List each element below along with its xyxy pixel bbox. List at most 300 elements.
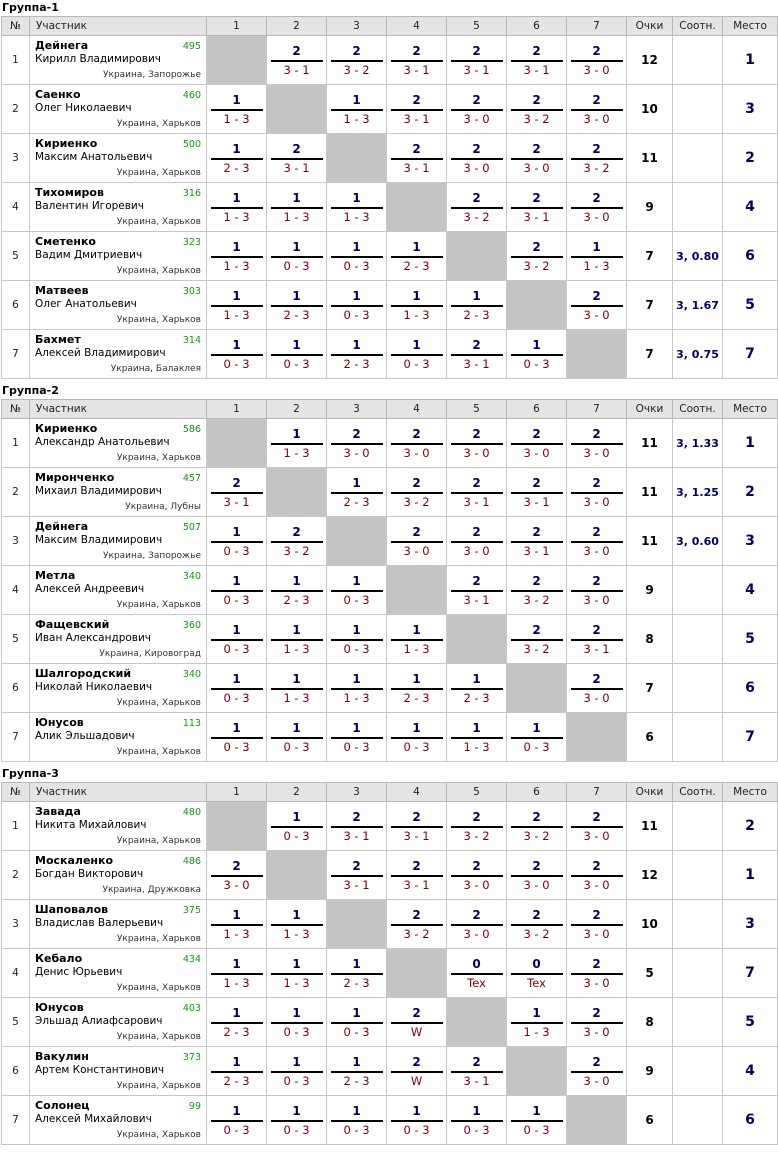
match-cell xyxy=(207,615,267,664)
row-number: 5 xyxy=(2,232,30,281)
match-points: 1 xyxy=(352,1006,361,1020)
match-score: 3 - 1 xyxy=(523,210,550,224)
header-row xyxy=(2,783,778,802)
player-surname[interactable]: Тихомиров xyxy=(35,186,104,199)
match-divider xyxy=(451,973,503,975)
match-cell xyxy=(567,281,627,330)
match-score: 3 - 1 xyxy=(343,829,370,843)
header-opponent-col: 1 xyxy=(207,783,267,802)
match-points: 1 xyxy=(352,721,361,735)
match-points: 2 xyxy=(472,908,481,922)
match-cell xyxy=(507,998,567,1047)
match-divider xyxy=(571,973,623,975)
match-divider xyxy=(511,590,563,592)
match-cell xyxy=(447,664,507,713)
match-score: 2 - 3 xyxy=(463,691,490,705)
self-match-cell xyxy=(507,1047,567,1096)
match-divider xyxy=(451,875,503,877)
group-title: Группа-1 xyxy=(2,1,59,14)
match-cell xyxy=(507,36,567,85)
match-score: 1 - 3 xyxy=(583,259,610,273)
match-cell xyxy=(387,232,447,281)
match-divider xyxy=(451,158,503,160)
match-points: 1 xyxy=(232,1006,241,1020)
match-divider xyxy=(271,737,323,739)
match-cell xyxy=(267,517,327,566)
match-points: 1 xyxy=(472,721,481,735)
match-points: 1 xyxy=(232,191,241,205)
group-table xyxy=(1,16,778,379)
match-cell xyxy=(447,36,507,85)
self-match-cell xyxy=(447,998,507,1047)
player-row xyxy=(2,566,778,615)
match-points: 2 xyxy=(532,93,541,107)
player-surname[interactable]: Солонец xyxy=(35,1099,90,1112)
match-divider xyxy=(391,1120,443,1122)
match-divider xyxy=(571,305,623,307)
player-surname[interactable]: Кириенко xyxy=(35,422,98,435)
match-score: 3 - 1 xyxy=(583,642,610,656)
match-score: 3 - 0 xyxy=(583,446,610,460)
player-cell xyxy=(30,713,207,762)
final-place: 4 xyxy=(723,183,778,232)
match-cell xyxy=(327,183,387,232)
match-divider xyxy=(271,207,323,209)
match-divider xyxy=(331,590,383,592)
match-divider xyxy=(451,1071,503,1073)
match-cell xyxy=(327,281,387,330)
match-points: 1 xyxy=(352,240,361,254)
match-points: 1 xyxy=(292,191,301,205)
match-points: 2 xyxy=(352,427,361,441)
match-cell xyxy=(507,615,567,664)
match-points: 2 xyxy=(472,93,481,107)
match-points: 1 xyxy=(232,525,241,539)
header-opponent-col: 3 xyxy=(327,17,387,36)
match-score: 0 - 3 xyxy=(343,259,370,273)
self-match-cell xyxy=(327,517,387,566)
match-points: 2 xyxy=(412,476,421,490)
player-name: Артем Константинович xyxy=(35,1064,165,1076)
match-score: 3 - 2 xyxy=(523,259,550,273)
match-score: 3 - 0 xyxy=(403,446,430,460)
match-cell xyxy=(507,851,567,900)
player-surname[interactable]: Дейнега xyxy=(35,520,89,533)
match-divider xyxy=(331,443,383,445)
match-score: 1 - 3 xyxy=(463,740,490,754)
match-score: 3 - 0 xyxy=(583,1025,610,1039)
match-score: 2 - 3 xyxy=(343,495,370,509)
match-score: 1 - 3 xyxy=(283,446,310,460)
player-surname[interactable]: Кебало xyxy=(35,952,83,965)
match-points: 2 xyxy=(352,859,361,873)
match-points: 2 xyxy=(532,427,541,441)
header-place: Место xyxy=(723,783,778,802)
match-divider xyxy=(331,737,383,739)
match-divider xyxy=(211,875,263,877)
match-cell xyxy=(567,232,627,281)
match-cell xyxy=(267,1047,327,1096)
player-surname[interactable]: Метла xyxy=(35,569,76,582)
player-row xyxy=(2,802,778,851)
match-score: 0 - 3 xyxy=(343,740,370,754)
match-divider xyxy=(391,158,443,160)
match-points: 1 xyxy=(472,672,481,686)
player-surname[interactable]: Дейнега xyxy=(35,39,89,52)
match-cell xyxy=(327,1047,387,1096)
match-cell xyxy=(267,566,327,615)
match-divider xyxy=(211,1022,263,1024)
match-score: 3 - 2 xyxy=(343,63,370,77)
row-number: 1 xyxy=(2,802,30,851)
match-points: 2 xyxy=(532,574,541,588)
header-place: Место xyxy=(723,17,778,36)
match-divider xyxy=(391,541,443,543)
match-divider xyxy=(391,109,443,111)
header-opponent-col: 4 xyxy=(387,17,447,36)
header-ratio: Соотн. xyxy=(673,783,723,802)
match-divider xyxy=(511,1120,563,1122)
match-cell xyxy=(447,85,507,134)
match-points: 2 xyxy=(472,142,481,156)
player-location: Украина, Харьков xyxy=(116,1081,201,1091)
player-location: Украина, Харьков xyxy=(116,698,201,708)
player-rating: 340 xyxy=(182,669,201,680)
self-match-cell xyxy=(267,85,327,134)
match-cell xyxy=(387,281,447,330)
match-divider xyxy=(571,541,623,543)
player-surname[interactable]: Шалгородский xyxy=(35,667,132,680)
match-cell xyxy=(207,664,267,713)
player-cell xyxy=(30,949,207,998)
header-opponent-col: 4 xyxy=(387,400,447,419)
match-divider xyxy=(331,256,383,258)
match-score: 0 - 3 xyxy=(523,1123,550,1137)
match-score: 0 - 3 xyxy=(403,1123,430,1137)
match-divider xyxy=(391,354,443,356)
player-rating: 403 xyxy=(182,1003,201,1014)
tiebreak-ratio xyxy=(673,85,723,134)
match-score: 3 - 0 xyxy=(523,161,550,175)
player-surname[interactable]: Кириенко xyxy=(35,137,98,150)
match-score: 3 - 0 xyxy=(463,112,490,126)
header-place: Место xyxy=(723,400,778,419)
match-divider xyxy=(211,737,263,739)
match-divider xyxy=(391,492,443,494)
tiebreak-ratio xyxy=(673,1047,723,1096)
match-score: 1 - 3 xyxy=(223,927,250,941)
self-match-cell xyxy=(567,713,627,762)
match-points: 1 xyxy=(292,240,301,254)
match-divider xyxy=(571,256,623,258)
match-cell xyxy=(507,85,567,134)
match-divider xyxy=(571,443,623,445)
match-cell xyxy=(447,949,507,998)
match-points: 2 xyxy=(592,1006,601,1020)
match-points: 2 xyxy=(412,1006,421,1020)
player-row xyxy=(2,664,778,713)
match-score: 3 - 1 xyxy=(463,357,490,371)
self-match-cell xyxy=(567,330,627,379)
player-cell xyxy=(30,330,207,379)
match-divider xyxy=(211,639,263,641)
match-cell xyxy=(447,183,507,232)
header-opponent-col: 1 xyxy=(207,400,267,419)
match-cell xyxy=(507,134,567,183)
player-surname[interactable]: Москаленко xyxy=(35,854,114,867)
match-divider xyxy=(571,924,623,926)
match-points: 2 xyxy=(232,476,241,490)
player-surname[interactable]: Бахмет xyxy=(35,333,81,346)
match-cell xyxy=(387,900,447,949)
match-score: 2 - 3 xyxy=(463,308,490,322)
match-divider xyxy=(511,60,563,62)
match-divider xyxy=(331,826,383,828)
match-points: 1 xyxy=(352,338,361,352)
player-cell xyxy=(30,419,207,468)
match-cell xyxy=(387,419,447,468)
header-points: Очки xyxy=(627,400,673,419)
match-points: 1 xyxy=(412,1104,421,1118)
match-points: 1 xyxy=(292,1006,301,1020)
player-row xyxy=(2,851,778,900)
match-cell xyxy=(387,36,447,85)
match-points: 2 xyxy=(292,44,301,58)
match-cell xyxy=(327,998,387,1047)
header-opponent-col: 3 xyxy=(327,783,387,802)
final-place: 1 xyxy=(723,419,778,468)
match-cell xyxy=(327,468,387,517)
player-row xyxy=(2,998,778,1047)
match-points: 2 xyxy=(532,810,541,824)
match-cell xyxy=(327,615,387,664)
match-divider xyxy=(271,60,323,62)
match-divider xyxy=(391,924,443,926)
match-points: 1 xyxy=(352,672,361,686)
match-divider xyxy=(511,158,563,160)
match-score: 0 - 3 xyxy=(223,642,250,656)
match-divider xyxy=(571,1071,623,1073)
tiebreak-ratio xyxy=(673,566,723,615)
player-rating: 303 xyxy=(182,286,201,297)
player-surname[interactable]: Юнусов xyxy=(35,1001,84,1014)
player-surname[interactable]: Фащевский xyxy=(35,618,110,631)
player-name: Николай Николаевич xyxy=(35,681,153,693)
player-surname[interactable]: Юнусов xyxy=(35,716,84,729)
match-divider xyxy=(511,354,563,356)
match-divider xyxy=(271,443,323,445)
match-divider xyxy=(451,492,503,494)
match-cell xyxy=(567,802,627,851)
self-match-cell xyxy=(327,900,387,949)
player-name: Михаил Владимирович xyxy=(35,485,162,497)
match-score: 3 - 0 xyxy=(583,691,610,705)
match-score: 0 - 3 xyxy=(283,1074,310,1088)
player-surname[interactable]: Миронченко xyxy=(35,471,115,484)
player-cell xyxy=(30,232,207,281)
match-score: 3 - 0 xyxy=(583,927,610,941)
match-points: 1 xyxy=(232,1104,241,1118)
match-cell xyxy=(387,998,447,1047)
match-score: 2 - 3 xyxy=(223,1025,250,1039)
match-divider xyxy=(511,109,563,111)
player-cell xyxy=(30,1047,207,1096)
match-divider xyxy=(211,256,263,258)
match-cell xyxy=(507,900,567,949)
match-score: 3 - 2 xyxy=(403,495,430,509)
match-cell xyxy=(327,949,387,998)
player-row xyxy=(2,36,778,85)
tiebreak-ratio xyxy=(673,802,723,851)
match-divider xyxy=(391,60,443,62)
player-cell xyxy=(30,281,207,330)
player-location: Украина, Харьков xyxy=(116,315,201,325)
match-points: 1 xyxy=(352,957,361,971)
match-divider xyxy=(511,639,563,641)
player-location: Украина, Харьков xyxy=(116,453,201,463)
match-points: 2 xyxy=(412,525,421,539)
player-name: Иван Александрович xyxy=(35,632,152,644)
match-divider xyxy=(271,354,323,356)
player-name: Олег Николаевич xyxy=(35,102,132,114)
match-cell xyxy=(387,330,447,379)
match-score: 3 - 1 xyxy=(523,495,550,509)
match-score: 3 - 0 xyxy=(583,878,610,892)
self-match-cell xyxy=(507,664,567,713)
player-name: Владислав Валерьевич xyxy=(35,917,164,929)
match-score: 1 - 3 xyxy=(523,1025,550,1039)
match-cell xyxy=(207,566,267,615)
match-points: 2 xyxy=(352,810,361,824)
row-number: 3 xyxy=(2,517,30,566)
final-place: 6 xyxy=(723,232,778,281)
match-divider xyxy=(271,590,323,592)
header-num: № xyxy=(2,17,30,36)
header-opponent-col: 7 xyxy=(567,17,627,36)
player-cell xyxy=(30,566,207,615)
match-divider xyxy=(451,541,503,543)
player-location: Украина, Харьков xyxy=(116,217,201,227)
match-divider xyxy=(331,875,383,877)
match-divider xyxy=(331,354,383,356)
player-surname[interactable]: Шаповалов xyxy=(35,903,109,916)
match-cell xyxy=(267,232,327,281)
tiebreak-ratio xyxy=(673,998,723,1047)
match-points: 1 xyxy=(292,810,301,824)
match-cell xyxy=(207,183,267,232)
row-number: 6 xyxy=(2,664,30,713)
match-cell xyxy=(567,183,627,232)
match-points: 1 xyxy=(532,338,541,352)
final-place: 5 xyxy=(723,281,778,330)
match-score: 3 - 0 xyxy=(463,927,490,941)
match-cell xyxy=(267,183,327,232)
match-cell xyxy=(447,851,507,900)
match-cell xyxy=(447,900,507,949)
tiebreak-ratio: 3, 0.60 xyxy=(673,517,723,566)
match-score: 3 - 2 xyxy=(523,112,550,126)
match-divider xyxy=(391,737,443,739)
header-ratio: Соотн. xyxy=(673,400,723,419)
player-surname[interactable]: Матвеев xyxy=(35,284,89,297)
match-cell xyxy=(507,949,567,998)
match-score: 3 - 1 xyxy=(403,161,430,175)
match-divider xyxy=(211,688,263,690)
player-location: Украина, Харьков xyxy=(116,836,201,846)
match-cell xyxy=(387,1047,447,1096)
row-number: 2 xyxy=(2,851,30,900)
match-score: W xyxy=(410,1025,423,1039)
match-points: 0 xyxy=(532,957,541,971)
row-number: 6 xyxy=(2,281,30,330)
header-row xyxy=(2,17,778,36)
match-score: Tex xyxy=(527,976,546,990)
player-row xyxy=(2,949,778,998)
match-cell xyxy=(327,802,387,851)
match-cell xyxy=(207,330,267,379)
player-rating: 480 xyxy=(182,807,201,818)
match-points: 2 xyxy=(352,44,361,58)
match-divider xyxy=(211,924,263,926)
player-row xyxy=(2,183,778,232)
match-points: 2 xyxy=(232,859,241,873)
player-surname[interactable]: Вакулин xyxy=(35,1050,89,1063)
row-number: 7 xyxy=(2,330,30,379)
match-score: 2 - 3 xyxy=(343,976,370,990)
player-row xyxy=(2,281,778,330)
match-cell xyxy=(327,566,387,615)
match-points: 1 xyxy=(232,672,241,686)
match-score: 2 - 3 xyxy=(343,1074,370,1088)
total-points: 12 xyxy=(627,36,673,85)
match-points: 1 xyxy=(292,1104,301,1118)
match-points: 1 xyxy=(412,721,421,735)
match-cell xyxy=(387,134,447,183)
match-points: 1 xyxy=(292,338,301,352)
header-opponent-col: 6 xyxy=(507,17,567,36)
match-score: 0 - 3 xyxy=(523,740,550,754)
match-divider xyxy=(571,826,623,828)
player-rating: 373 xyxy=(182,1052,201,1063)
player-surname[interactable]: Саенко xyxy=(35,88,81,101)
header-opponent-col: 4 xyxy=(387,783,447,802)
match-cell xyxy=(267,900,327,949)
match-divider xyxy=(451,737,503,739)
player-surname[interactable]: Сметенко xyxy=(35,235,96,248)
self-match-cell xyxy=(267,468,327,517)
match-points: 1 xyxy=(292,574,301,588)
match-cell xyxy=(507,713,567,762)
match-cell xyxy=(387,468,447,517)
match-divider xyxy=(571,60,623,62)
match-cell xyxy=(327,330,387,379)
player-row xyxy=(2,232,778,281)
header-opponent-col: 3 xyxy=(327,400,387,419)
match-cell xyxy=(207,851,267,900)
final-place: 5 xyxy=(723,615,778,664)
tiebreak-ratio xyxy=(673,36,723,85)
match-divider xyxy=(331,973,383,975)
player-rating: 323 xyxy=(182,237,201,248)
match-score: 0 - 3 xyxy=(283,259,310,273)
match-score: 1 - 3 xyxy=(343,691,370,705)
match-divider xyxy=(331,1120,383,1122)
player-location: Украина, Лубны xyxy=(125,502,201,512)
match-points: 1 xyxy=(472,289,481,303)
player-surname[interactable]: Завада xyxy=(35,805,81,818)
match-score: Tex xyxy=(467,976,486,990)
player-cell xyxy=(30,900,207,949)
